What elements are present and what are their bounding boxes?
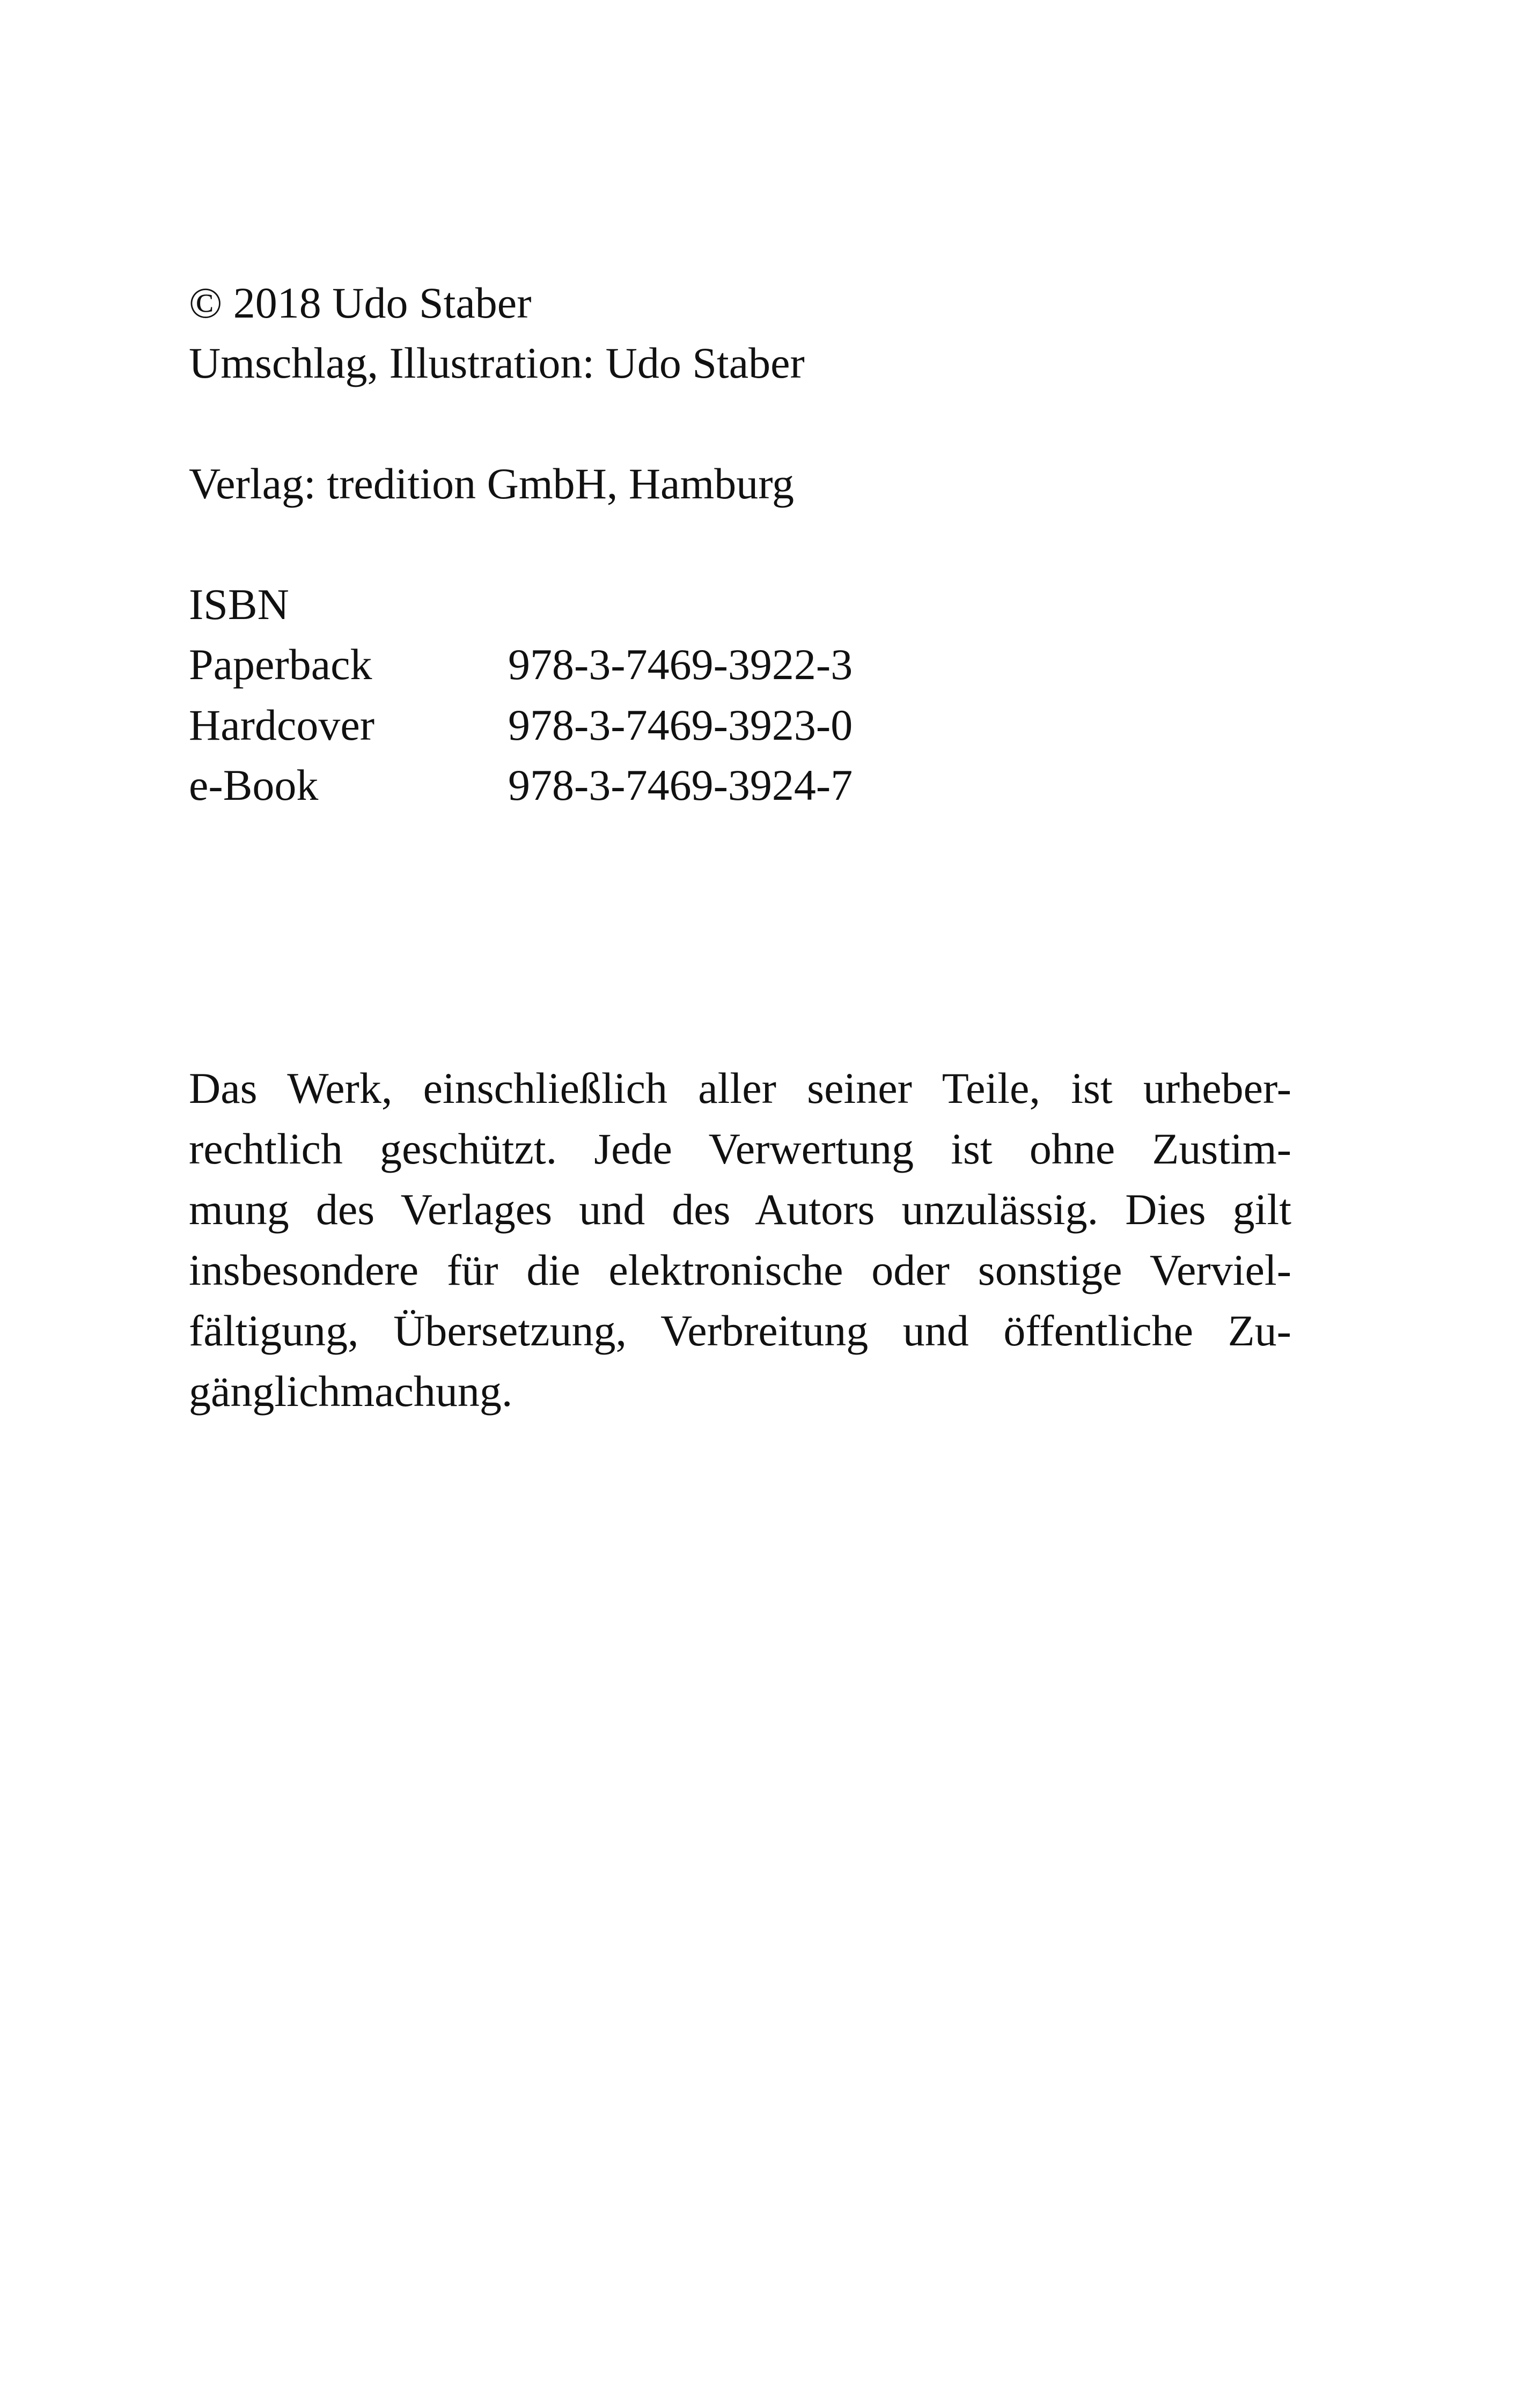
- isbn-value-hardcover: 978-3-7469-3923-0: [508, 701, 853, 749]
- cover-credit-line: Umschlag, Illustration: Udo Staber: [189, 338, 805, 387]
- isbn-label-hardcover: Hardcover: [189, 701, 375, 749]
- legal-notice-line: fältigung, Übersetzung, Verbreitung und öffentliche Zu-: [189, 1306, 1291, 1355]
- legal-notice-line: Das Werk, einschließlich aller seiner Teile, ist urheber-: [189, 1064, 1291, 1113]
- publisher-line: Verlag: tredition GmbH, Hamburg: [189, 459, 795, 508]
- legal-notice: [189, 1058, 1291, 1422]
- isbn-value-ebook: 978-3-7469-3924-7: [508, 761, 853, 809]
- legal-notice-line: mung des Verlages und des Autors unzulässig. Dies gilt: [189, 1185, 1291, 1234]
- isbn-label-paperback: Paperback: [189, 640, 372, 689]
- legal-notice-line: gänglichmachung.: [189, 1367, 513, 1416]
- copyright-line: © 2018 Udo Staber: [189, 278, 532, 327]
- isbn-value-paperback: 978-3-7469-3922-3: [508, 640, 853, 689]
- legal-notice-line: insbesondere für die elektronische oder sonstige Verviel-: [189, 1246, 1291, 1294]
- legal-notice-line: rechtlich geschützt. Jede Verwertung ist ohne Zustim-: [189, 1124, 1291, 1173]
- isbn-heading: ISBN: [189, 580, 289, 629]
- isbn-label-ebook: e-Book: [189, 761, 319, 809]
